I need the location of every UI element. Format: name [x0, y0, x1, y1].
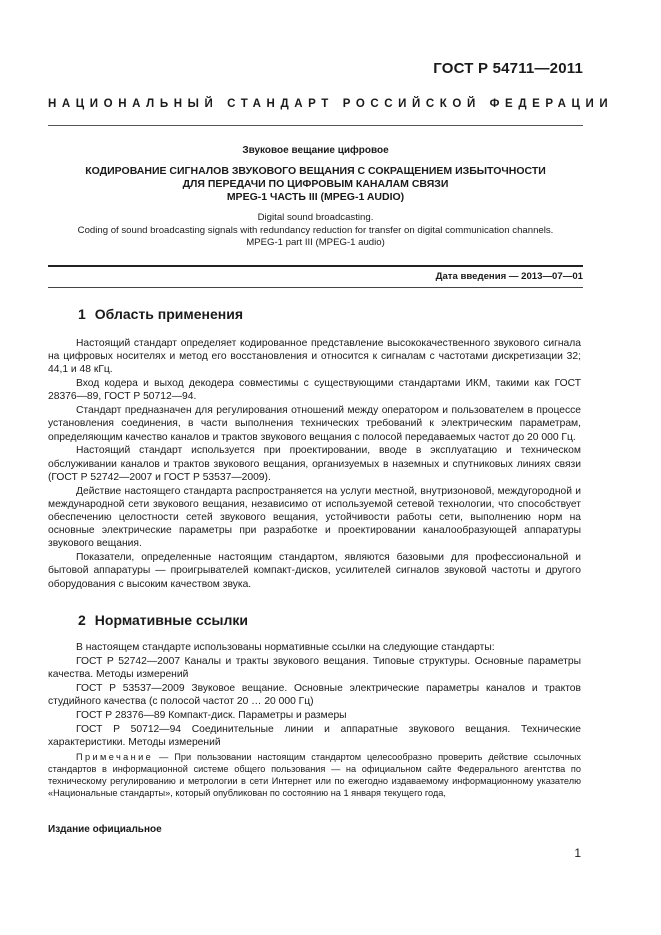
title-ru-line: ДЛЯ ПЕРЕДАЧИ ПО ЦИФРОВЫМ КАНАЛАМ СВЯЗИ [182, 178, 449, 190]
title-ru-line: КОДИРОВАНИЕ СИГНАЛОВ ЗВУКОВОГО ВЕЩАНИЯ С СОКРАЩЕНИЕМ ИЗБЫТОЧНОСТИ [85, 165, 546, 177]
paragraph: Настоящий стандарт используется при проектировании, вводе в эксплуатацию и техническом обслуживании каналов и трактов звукового вещания, организуемых в наземных и спутниковых линиях связи (ГОСТ Р 52742—2007 и ГОСТ Р 53537—2009). [48, 445, 581, 483]
title-en-line: MPEG-1 part III (MPEG-1 audio) [246, 237, 385, 248]
reference-item: ГОСТ Р 28376—89 Компакт-диск. Параметры и размеры [76, 709, 347, 721]
title-en-line: Digital sound broadcasting. [257, 212, 374, 223]
section-body [48, 641, 581, 750]
title-ru-line: MPEG-1 ЧАСТЬ III (MPEG-1 AUDIO) [226, 191, 405, 203]
paragraph: Показатели, определенные настоящим стандартом, являются базовыми для профессиональной и бытовой аппаратуры — проигрывателей компакт-дисков, усилителей сигналов звуковой частоты и другого оборудования с высоким качеством звука. [48, 552, 581, 590]
section-heading [78, 612, 248, 628]
paragraph: Стандарт предназначен для регулирования отношений между оператором и пользователем в процессе установления соединения, в части выполнения технических требований к электрическим параметрам, определяющим качество каналов и трактов звукового вещания с полосой передаваемых частот до 20 000 Гц. [48, 405, 581, 443]
national-standard-caption: НАЦИОНАЛЬНЫЙ СТАНДАРТ РОССИЙСКОЙ ФЕДЕРАЦИИ [48, 98, 614, 110]
note-paragraph [48, 751, 581, 799]
section-number: 1 [78, 306, 86, 322]
title-rule-thin [48, 287, 583, 288]
title-english [48, 212, 583, 250]
paragraph: В настоящем стандарте использованы нормативные ссылки на следующие стандарты: [76, 642, 495, 653]
title-rule-thick [48, 265, 583, 267]
document-number: ГОСТ Р 54711—2011 [433, 60, 583, 77]
standard-subject: Звуковое вещание цифровое [242, 145, 389, 156]
section-body [48, 337, 581, 591]
edition-label: Издание официальное [48, 824, 162, 835]
reference-item: ГОСТ Р 53537—2009 Звуковое вещание. Основные электрические параметры каналов и трактов студийного качества (с полосой частот 20 … 20 000 Гц) [48, 682, 581, 707]
page-number: 1 [574, 846, 581, 860]
section-title: Нормативные ссылки [94, 612, 248, 628]
header-rule [48, 125, 583, 126]
reference-item: ГОСТ Р 50712—94 Соединительные линии и аппаратные звукового вещания. Технические характеристики. Методы измерений [48, 723, 581, 748]
note-label: Примечание [76, 752, 154, 762]
paragraph: Вход кодера и выход декодера совместимы с существующими стандартами ИКМ, такими как ГОСТ 28376—89, ГОСТ Р 50712—94. [48, 378, 581, 403]
reference-item: ГОСТ Р 52742—2007 Каналы и тракты звукового вещания. Типовые структуры. Основные параметры качества. Методы измерений [48, 655, 581, 680]
paragraph: Действие настоящего стандарта распространяется на услуги местной, внутризоновой, междугородной и международной сети звукового вещания, независимо от используемой сетевой технологии, что способствует обеспечению целостности сетей звукового вещания, устойчивости работы сети, выполнению норм на основные электрические параметры при разработке и проектировании каналообразующей аппаратуры звукового вещания. [48, 485, 581, 550]
section-heading [78, 306, 243, 322]
note-text: — При пользовании настоящим стандартом целесообразно проверить действие ссылочных стандартов в информационной системе общего пользования — на официальном сайте Федерального агентства по техническому регулированию и метрологии в сети Интернет или по ежегодно издаваемому информационному указателю «Национальные стандарты», который опубликован по состоянию на 1 января текущего года, [48, 752, 581, 798]
introduction-date: Дата введения — 2013—07—01 [435, 271, 583, 282]
section-number: 2 [78, 612, 86, 628]
title-russian [48, 165, 583, 204]
title-en-line: Coding of sound broadcasting signals with redundancy reduction for transfer on digital communication channels. [77, 224, 554, 236]
section-title: Область применения [94, 306, 244, 322]
paragraph: Настоящий стандарт определяет кодированное представление высококачественного звукового сигнала на цифровых носителях и метод его восстановления и относится к сигналам с частотами дискретизации 32; 44,1 и 48 кГц. [48, 338, 581, 376]
